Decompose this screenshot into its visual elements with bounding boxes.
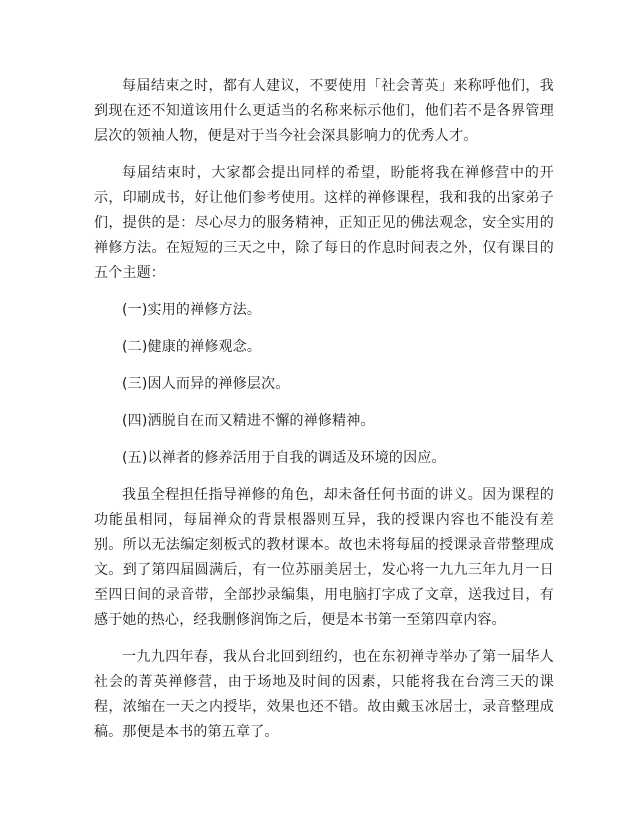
topic-item-4: (四)洒脱自在而又精进不懈的禅修精神。 <box>122 413 375 429</box>
topic-item-1: (一)实用的禅修方法。 <box>122 302 262 318</box>
closing-section <box>94 483 554 745</box>
topic-list <box>94 298 554 471</box>
paragraph-transcription: 我虽全程担任指导禅修的角色，却未备任何书面的讲义。因为课程的功能虽相同，每届禅众的背景根器则互异，我的授课内容也不能没有差别。所以无法编定刻板式的教材课本。故也未将每届的授课录音带整理成文。到了第四届圆满后，有一位苏丽美居士，发心将一九九三年九月一日至四日间的录音带，全部抄录编集，用电脑打字成了文章，送我过目，有感于她的热心，经我删修润饰之后，便是本书第一至第四章内容。 <box>94 487 554 628</box>
paragraph-naming: 每届结束之时，都有人建议，不要使用「社会菁英」来称呼他们，我到现在还不知道该用什么更适当的名称来标示他们，他们若不是各界管理层次的领袖人物，便是对于当今社会深具影响力的优秀人才。 <box>94 78 554 144</box>
document-page <box>94 74 554 745</box>
topic-item-5: (五)以禅者的修养活用于自我的调适及环境的因应。 <box>122 450 446 466</box>
topic-item-2: (二)健康的禅修观念。 <box>122 339 262 355</box>
paragraph-chapter-five: 一九九四年春，我从台北回到纽约，也在东初禅寺举办了第一届华人社会的菁英禅修营，由于场地及时间的因素，只能将我在台湾三天的课程，浓缩在一天之内授毕，效果也还不错。故由戴玉冰居士，录音整理成稿。那便是本书的第五章了。 <box>94 649 554 740</box>
topic-item-3: (三)因人而异的禅修层次。 <box>122 376 290 392</box>
paragraph-request: 每届结束时，大家都会提出同样的希望，盼能将我在禅修营中的开示，印刷成书，好让他们参考使用。这样的禅修课程，我和我的出家弟子们，提供的是：尽心尽力的服务精神，正知正见的佛法观念，安全实用的禅修方法。在短短的三天之中，除了每日的作息时间表之外，仅有课目的五个主题： <box>94 165 554 281</box>
